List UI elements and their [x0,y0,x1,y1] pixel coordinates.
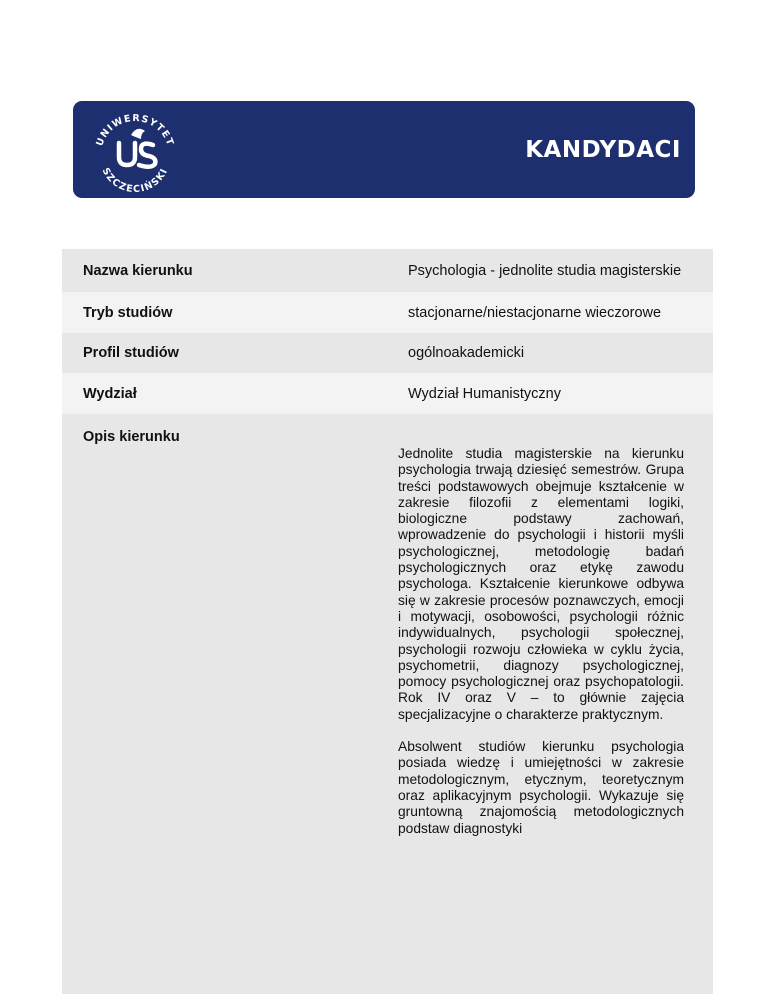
table-row [62,373,713,414]
row-value: Psychologia - jednolite studia magisterskie [408,263,682,279]
table-row [62,333,713,373]
row-label: Profil studiów [83,345,179,361]
row-value: stacjonarne/niestacjonarne wieczorowe [408,305,662,321]
row-value: Wydział Humanistyczny [408,386,561,402]
svg-text:SZCZECIŃSKI: SZCZECIŃSKI [99,166,171,196]
table-row [62,292,713,333]
description-paragraph: Absolwent studiów kierunku psychologia posiada wiedzę i umiejętności w zakresie metodologicznym, etycznym, teoretycznym oraz aplikacyjnym psychologii. Wykazuje się gruntowną znajomością metodologicznych podstaw diagnostyki [398,739,684,836]
description-paragraph: Jednolite studia magisterskie na kierunku psychologia trwają dziesięć semestrów. Grupa treści podstawowych obejmuje kształcenie w zakresie filozofii z elementami logiki, biologiczne podstawy zachowań, wprowadzenie do psychologii i historii myśli psychologicznej, metodologię badań psychologicznych oraz etykę zawodu psychologa. Kształcenie kierunkowe odbywa się w zakresie procesów poznawczych, emocji i motywacji, osobowości, psychologii różnic indywidualnych, psychologii społecznej, psychologii rozwoju człowieka w cyklu życia, psychometrii, diagnozy psychologicznej, pomocy psychologicznej oraz psychopatologii. Rok IV oraz V – to głównie zajęcia specjalizacyjne o charakterze praktycznym. [398,446,684,722]
program-info-table [62,249,713,994]
row-label: Wydział [83,386,137,402]
banner-title: KANDYDACI [525,137,681,163]
row-label: Opis kierunku [83,429,180,445]
table-row [62,414,713,994]
program-description [398,446,684,853]
table-row [62,249,713,292]
row-value: ogólnoakademicki [408,345,525,361]
svg-text:UNIWERSYTET: UNIWERSYTET [94,112,176,148]
university-logo [87,103,183,198]
header-banner [73,101,695,198]
row-label: Tryb studiów [83,305,173,321]
row-label: Nazwa kierunku [83,263,193,279]
